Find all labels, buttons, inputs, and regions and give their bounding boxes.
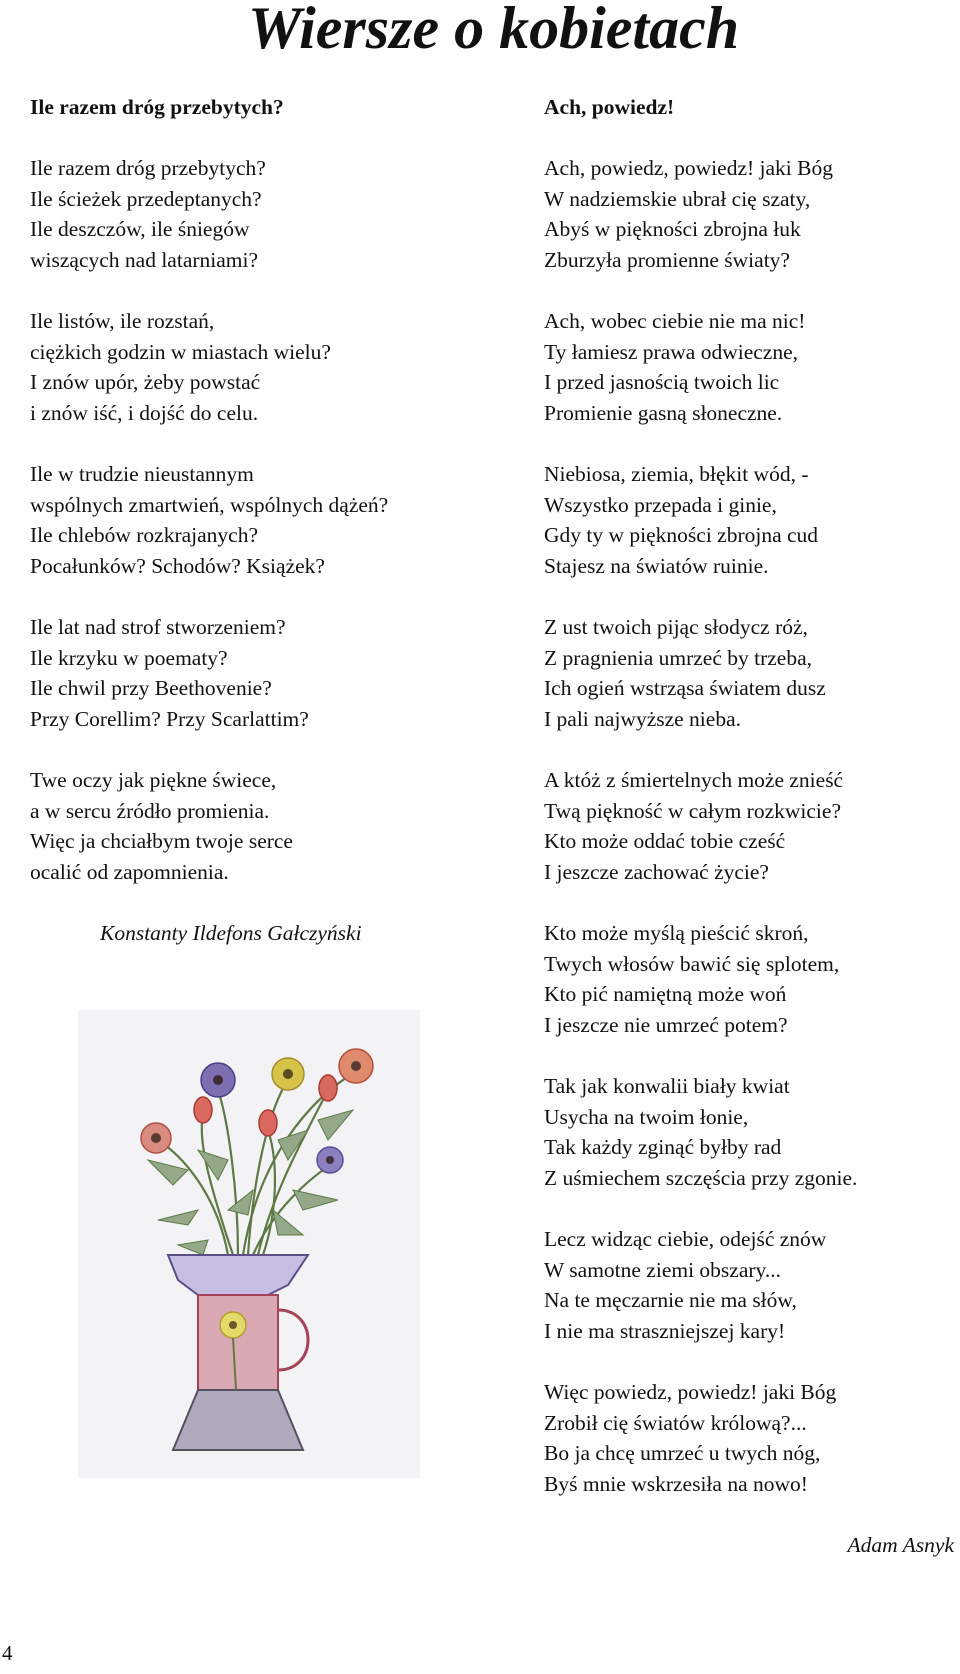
poem-line: Wszystko przepada i ginie, [544, 492, 777, 517]
poem-line: Więc powiedz, powiedz! jaki Bóg [544, 1379, 837, 1404]
poem-line: Twą piękność w całym rozkwicie? [544, 798, 841, 823]
stanza [544, 1377, 954, 1499]
poem-line: I pali najwyższe nieba. [544, 706, 741, 731]
poem-line: Z ust twoich pijąc słodycz róż, [544, 615, 808, 640]
poem-line: Twych włosów bawić się splotem, [544, 951, 840, 976]
poem-line: Ile krzyku w poematy? [30, 645, 228, 670]
page-number: 4 [2, 1641, 13, 1665]
poem-line: Stajesz na światów ruinie. [544, 553, 769, 578]
poem-line: Przy Corellim? Przy Scarlattim? [30, 706, 309, 731]
poem-title: Ach, powiedz! [544, 95, 675, 119]
poem-line: Byś mnie wskrzesiła na nowo! [544, 1471, 808, 1496]
vase [168, 1255, 308, 1450]
poem-line: wspólnych zmartwień, wspólnych dążeń? [30, 492, 389, 517]
poem-line: wiszących nad latarniami? [30, 247, 259, 272]
poem-line: Twe oczy jak piękne świece, [30, 768, 277, 793]
poem-line: Ile deszczów, ile śniegów [30, 217, 250, 242]
poem-line: Niebiosa, ziemia, błękit wód, - [544, 462, 809, 487]
stanza [544, 306, 954, 428]
poem-line: I nie ma straszniejszej kary! [544, 1318, 786, 1343]
stanza [544, 1224, 954, 1346]
poem-line: Na te męczarnie nie ma słów, [544, 1288, 797, 1313]
stanza [30, 459, 470, 581]
poem-line: W nadziemskie ubrał cię szaty, [544, 186, 811, 211]
poem-line: A któż z śmiertelnych może znieść [544, 768, 844, 793]
poem-line: Ile chwil przy Beethovenie? [30, 676, 272, 701]
flower-vase-drawing [78, 1010, 420, 1478]
poem-line: Zrobił cię światów królową?... [544, 1410, 807, 1435]
poem-line: Ach, powiedz, powiedz! jaki Bóg [544, 156, 833, 181]
poem-line: Tak każdy zginąć byłby rad [544, 1135, 782, 1160]
page-title: Wiersze o kobietach [248, 0, 740, 61]
poem-line: ocalić od zapomnienia. [30, 859, 229, 884]
poem-line: Kto może oddać tobie cześć [544, 829, 786, 854]
poem-title: Ile razem dróg przebytych? [30, 95, 284, 119]
poem-line: I jeszcze nie umrzeć potem? [544, 1012, 788, 1037]
poem-line: Promienie gasną słoneczne. [544, 400, 783, 425]
stanza [544, 612, 954, 734]
stanza [544, 153, 954, 275]
poem-author: Konstanty Ildefons Gałczyński [100, 921, 362, 946]
poem-line: Ich ogień wstrząsa światem dusz [544, 676, 826, 701]
poem-line: Z uśmiechem szczęścia przy zgonie. [544, 1165, 858, 1190]
poem-line: Lecz widząc ciebie, odejść znów [544, 1226, 827, 1251]
stanza [30, 612, 470, 734]
poem-line: Abyś w piękności zbrojna łuk [544, 217, 801, 242]
stanza [30, 153, 470, 275]
poem-line: Ach, wobec ciebie nie ma nic! [544, 309, 806, 334]
poem-line: a w sercu źródło promienia. [30, 798, 270, 823]
poem-line: Więc ja chciałbym twoje serce [30, 829, 293, 854]
stanza [544, 459, 954, 581]
stanza [544, 1071, 954, 1193]
stanza [544, 918, 954, 1040]
stanza [30, 765, 470, 887]
poem-author: Adam Asnyk [847, 1532, 954, 1557]
poem-line: Kto może myślą pieścić skroń, [544, 921, 809, 946]
poem-line: Zburzyła promienne światy? [544, 247, 790, 272]
poem-line: Tak jak konwalii biały kwiat [544, 1074, 790, 1098]
poem-line: i znów iść, i dojść do celu. [30, 400, 259, 425]
poem-line: Gdy ty w piękności zbrojna cud [544, 523, 819, 548]
poem-line: Ile ścieżek przedeptanych? [30, 186, 262, 211]
poem-line: W samotne ziemi obszary... [544, 1257, 782, 1282]
poem-line: ciężkich godzin w miastach wielu? [30, 339, 331, 364]
poem-line: Bo ja chcę umrzeć u twych nóg, [544, 1441, 821, 1466]
poem-line: I jeszcze zachować życie? [544, 859, 769, 884]
left-poem [30, 92, 470, 949]
poem-line: Z pragnienia umrzeć by trzeba, [544, 645, 813, 670]
right-poem [544, 92, 954, 1561]
poem-line: Ty łamiesz prawa odwieczne, [544, 339, 798, 364]
poem-line: I przed jasnością twoich lic [544, 370, 780, 395]
poem-line: Ile chlebów rozkrajanych? [30, 523, 259, 548]
poem-line: Ile listów, ile rozstań, [30, 309, 215, 334]
poem-line: Kto pić namiętną może woń [544, 982, 787, 1007]
poem-line: Ile w trudzie nieustannym [30, 462, 254, 487]
poem-line: Usycha na twoim łonie, [544, 1104, 749, 1129]
stanza [30, 306, 470, 428]
poem-line: Pocałunków? Schodów? Książek? [30, 553, 325, 578]
poem-line: Ile lat nad strof stworzeniem? [30, 615, 286, 640]
poem-line: I znów upór, żeby powstać [30, 370, 261, 395]
stanza [544, 765, 954, 887]
poem-line: Ile razem dróg przebytych? [30, 156, 266, 181]
